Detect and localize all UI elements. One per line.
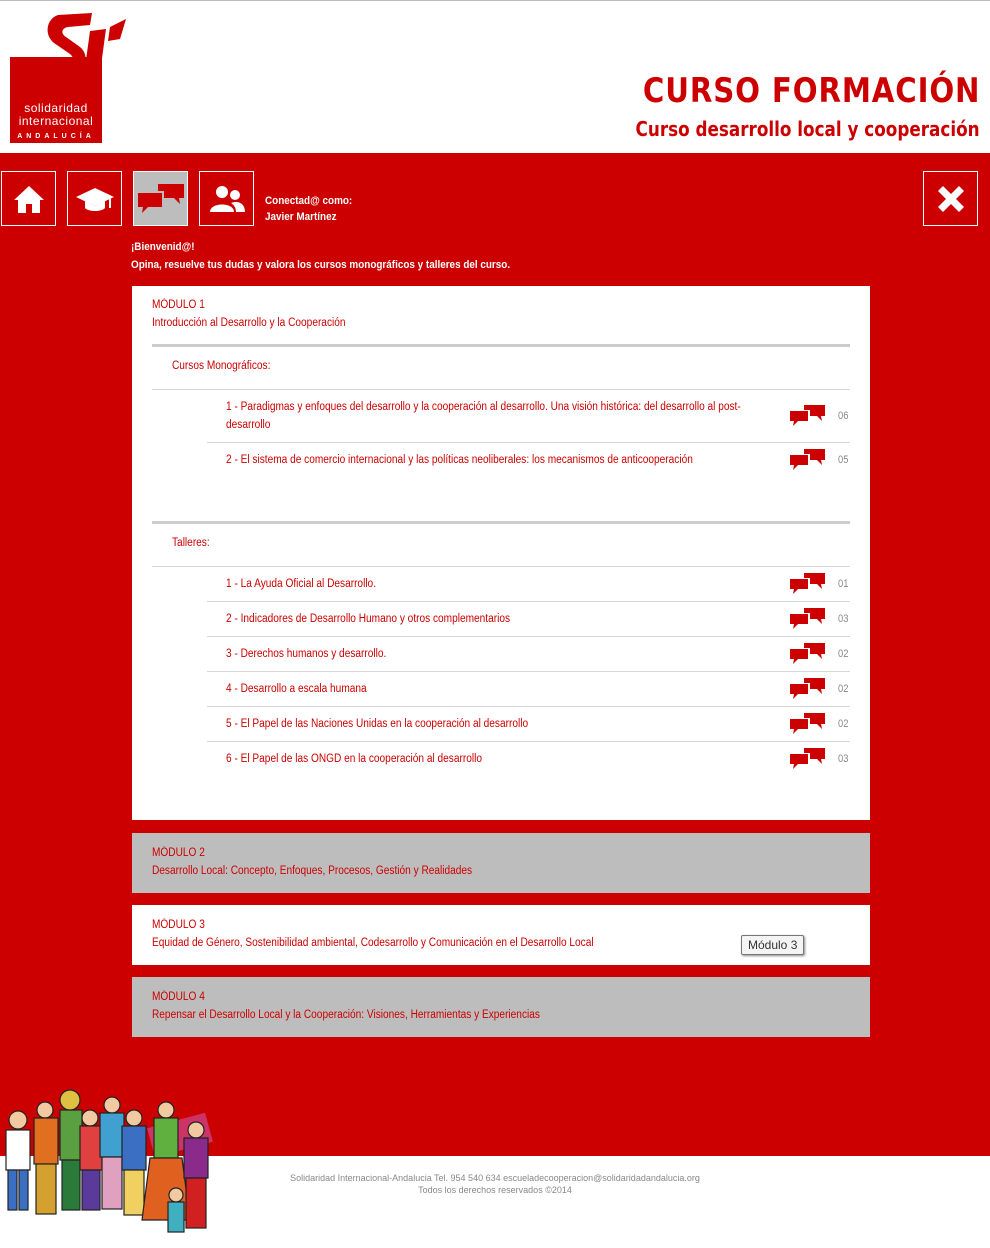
close-button[interactable] [923,171,978,226]
header [0,1,990,153]
item-text: 2 - El sistema de comercio internacional y las políticas neoliberales: los mecanismos de anticooperación [226,454,693,466]
logo-si-mark-icon [10,13,130,103]
comment-icon[interactable] [790,573,826,595]
users-icon [207,184,247,214]
module-label: MÓDULO 1 [152,299,205,311]
comment-count: 02 [838,718,849,730]
list-item[interactable] [226,451,693,469]
comment-count: 01 [838,578,849,590]
section-divider [152,521,850,524]
page-subtitle: Curso desarrollo local y cooperación [635,117,980,141]
page-title: CURSO FORMACIÓN [642,71,980,111]
list-item[interactable]: 1 - La Ayuda Oficial al Desarrollo. [226,578,377,590]
module-1-card [132,286,870,820]
comment-count: 02 [838,683,849,695]
comment-count: 06 [838,410,849,422]
section-divider [152,344,850,347]
section-heading-monograficos: Cursos Monográficos: [172,360,271,372]
divider [207,671,850,672]
section-heading-talleres: Talleres: [172,537,210,549]
welcome-message [131,238,510,274]
list-item[interactable]: 4 - Desarrollo a escala humana [226,683,367,695]
module-4-card[interactable] [132,977,870,1037]
comment-icon[interactable] [790,405,826,427]
footer [0,1172,990,1196]
list-item[interactable]: 5 - El Papel de las Naciones Unidas en la cooperación al desarrollo [226,718,529,730]
comment-icon[interactable] [790,449,826,471]
divider [152,566,850,567]
home-icon [13,184,45,214]
item-text: 1 - Paradigmas y enfoques del desarrollo y la cooperación al desarrollo. Una visión histórica: del desarrollo al post- [226,401,741,413]
module-title: Desarrollo Local: Concepto, Enfoques, Procesos, Gestión y Realidades [152,865,473,877]
close-icon [934,182,968,216]
logo-text-line2: internacional [18,114,94,128]
module-label: MÓDULO 3 [152,919,205,931]
divider [207,636,850,637]
courses-button[interactable] [67,171,122,226]
module-2-card[interactable] [132,833,870,893]
divider [207,601,850,602]
module-3-tooltip: Módulo 3 [741,935,804,955]
module-title: Equidad de Género, Sostenibilidad ambiental, Codesarrollo y Comunicación en el Desarrollo Local [152,937,594,949]
comment-icon[interactable] [790,608,826,630]
comment-icon[interactable] [790,713,826,735]
list-item[interactable]: 2 - Indicadores de Desarrollo Humano y otros complementarios [226,613,511,625]
home-button[interactable] [1,171,56,226]
comment-count: 05 [838,454,849,466]
footer-copyright: Todos los derechos reservados ©2014 [418,1185,572,1195]
divider [207,442,850,443]
logged-in-label: Conectad@ como: [265,195,353,207]
divider [152,389,850,390]
module-title: Repensar el Desarrollo Local y la Cooperación: Visiones, Herramientas y Experiencias [152,1009,540,1021]
welcome-title: ¡Bienvenid@! [131,241,195,253]
comment-count: 03 [838,753,849,765]
module-label: MÓDULO 2 [152,847,205,859]
list-item[interactable]: 6 - El Papel de las ONGD en la cooperación al desarrollo [226,753,482,765]
comment-icon[interactable] [790,643,826,665]
chat-bubbles-icon [136,181,186,217]
user-name: Javier Martínez [265,211,337,223]
item-text-cont: desarrollo [226,419,271,431]
list-item[interactable] [226,398,741,434]
module-title[interactable]: Introducción al Desarrollo y la Cooperación [152,317,346,329]
graduation-cap-icon [75,184,115,214]
people-illustration [0,1080,225,1245]
module-label: MÓDULO 4 [152,991,205,1003]
comment-icon[interactable] [790,748,826,770]
logo[interactable] [10,13,104,143]
forum-button[interactable] [133,171,188,226]
welcome-text: Opina, resuelve tus dudas y valora los cursos monográficos y talleres del curso. [131,259,511,271]
logo-text-line1: solidaridad [24,101,88,115]
logged-in-info [265,193,352,225]
comment-icon[interactable] [790,678,826,700]
module-3-card[interactable] [132,905,870,965]
users-button[interactable] [199,171,254,226]
comment-count: 02 [838,648,849,660]
footer-contact: Solidaridad Internacional-Andalucia Tel. 954 540 634 escueladecooperacion@solidaridadandalucia.org [290,1173,700,1183]
list-item[interactable]: 3 - Derechos humanos y desarrollo. [226,648,387,660]
divider [207,706,850,707]
divider [207,741,850,742]
logo-text-line3: ANDALUCÍA [17,133,95,140]
comment-count: 03 [838,613,849,625]
